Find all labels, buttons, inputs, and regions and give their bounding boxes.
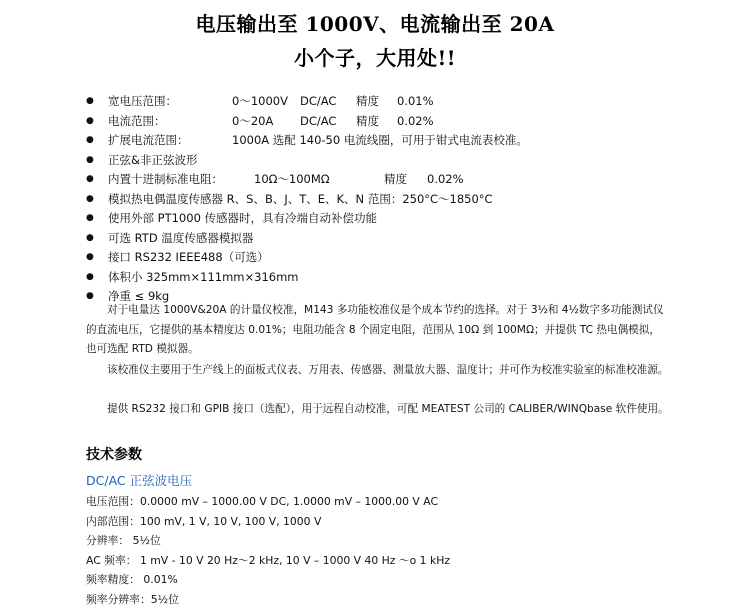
spec-voltage-range: 电压范围：0.0000 mV – 1000.00 V DC, 1.0000 mV – 1000.00 V AC bbox=[86, 495, 438, 508]
feature-label: 模拟热电偶温度传感器 R、S、B、J、T、E、K、N 范围：250°C～1850°C bbox=[108, 191, 493, 206]
bullet-icon: ● bbox=[86, 232, 94, 243]
feature-accuracy-label: 精度 bbox=[356, 94, 379, 108]
feature-value: 0～1000V bbox=[232, 94, 288, 108]
bullet-icon: ● bbox=[86, 291, 94, 301]
feature-label: 可选 RTD 温度传感器模拟器 bbox=[108, 230, 254, 245]
page-subtitle: 小个子，大用处!! bbox=[293, 46, 457, 70]
spec-internal-range: 内部范围：100 mV, 1 V, 10 V, 100 V, 1000 V bbox=[86, 514, 322, 528]
feature-accuracy-label: 精度 bbox=[384, 172, 407, 186]
bullet-icon: ● bbox=[86, 115, 94, 126]
bullet-icon: ● bbox=[86, 271, 94, 282]
feature-accuracy: 0.01% bbox=[397, 94, 434, 108]
spec-ac-frequency: AC 频率： 1 mV - 10 V 20 Hz～2 kHz, 10 V – 1000 V 40 Hz ～o 1 kHz bbox=[86, 553, 451, 567]
section-heading-specs: 技术参数 bbox=[86, 447, 142, 463]
bullet-icon: ● bbox=[86, 213, 94, 223]
feature-value: 1000A 选配 140-50 电流线圈，可用于钳式电流表校准。 bbox=[232, 133, 528, 147]
feature-accuracy-label: 精度 bbox=[356, 113, 379, 128]
feature-label: 净重 ≤ 9kg bbox=[108, 289, 170, 303]
subsection-heading-dcac: DC/AC 正弦波电压 bbox=[86, 473, 193, 488]
spec-resolution: 分辨率： 5½位 bbox=[86, 534, 161, 547]
feature-accuracy: 0.02% bbox=[427, 172, 464, 186]
feature-value: 0～20A bbox=[232, 113, 274, 128]
feature-label: 体积小 325mm×111mm×316mm bbox=[108, 269, 299, 284]
feature-label: 使用外部 PT1000 传感器时，具有冷端自动补偿功能 bbox=[108, 211, 378, 225]
feature-label: 内置十进制标准电阻： bbox=[108, 172, 223, 186]
description-paragraph-interface: 提供 RS232 接口和 GPIB 接口（选配），用于远程自动校准，可配 MEATEST 公司的 CALIBER/WINQbase 软件使用。 bbox=[107, 403, 669, 415]
description-paragraph-intro: 对于电量达 1000V&20A 的计量仪校准，M143 多功能校准仪是个成本节约的选择。对于 3½和 4½数字多功能测试仪的直流电压，它提供的基本精度达 0.01%；电阻功能含 8 个固定电阻，范围从 10Ω 到 100MΩ；并提供 TC 热电偶模拟，也可选配 RTD 模拟器。 bbox=[86, 304, 664, 355]
spec-list bbox=[86, 492, 450, 609]
page-title: 电压输出至 1000V、电流输出至 20A bbox=[195, 12, 555, 36]
spec-frequency-resolution: 频率分辨率：5½位 bbox=[86, 592, 179, 606]
feature-label: 宽电压范围： bbox=[108, 94, 177, 108]
feature-label: 扩展电流范围： bbox=[108, 133, 189, 147]
bullet-icon: ● bbox=[86, 193, 94, 204]
description-paragraph-usage: 该校准仪主要用于生产线上的面板式仪表、万用表、传感器、测量放大器、温度计；并可作为校准实验室的标准校准源。 bbox=[107, 364, 669, 376]
feature-label: 接口 RS232 IEEE488（可选） bbox=[108, 250, 269, 264]
feature-accuracy: 0.02% bbox=[397, 113, 434, 128]
bullet-icon: ● bbox=[86, 154, 94, 165]
bullet-icon: ● bbox=[86, 96, 94, 106]
bullet-icon: ● bbox=[86, 252, 94, 262]
bullet-icon: ● bbox=[86, 135, 94, 145]
spec-frequency-accuracy: 频率精度： 0.01% bbox=[86, 573, 178, 586]
feature-value: 10Ω～100MΩ bbox=[254, 172, 330, 186]
feature-type: DC/AC bbox=[300, 94, 337, 108]
feature-label: 电流范围： bbox=[108, 113, 166, 128]
feature-label: 正弦&非正弦波形 bbox=[108, 152, 198, 167]
feature-type: DC/AC bbox=[300, 113, 337, 128]
bullet-icon: ● bbox=[86, 174, 94, 184]
